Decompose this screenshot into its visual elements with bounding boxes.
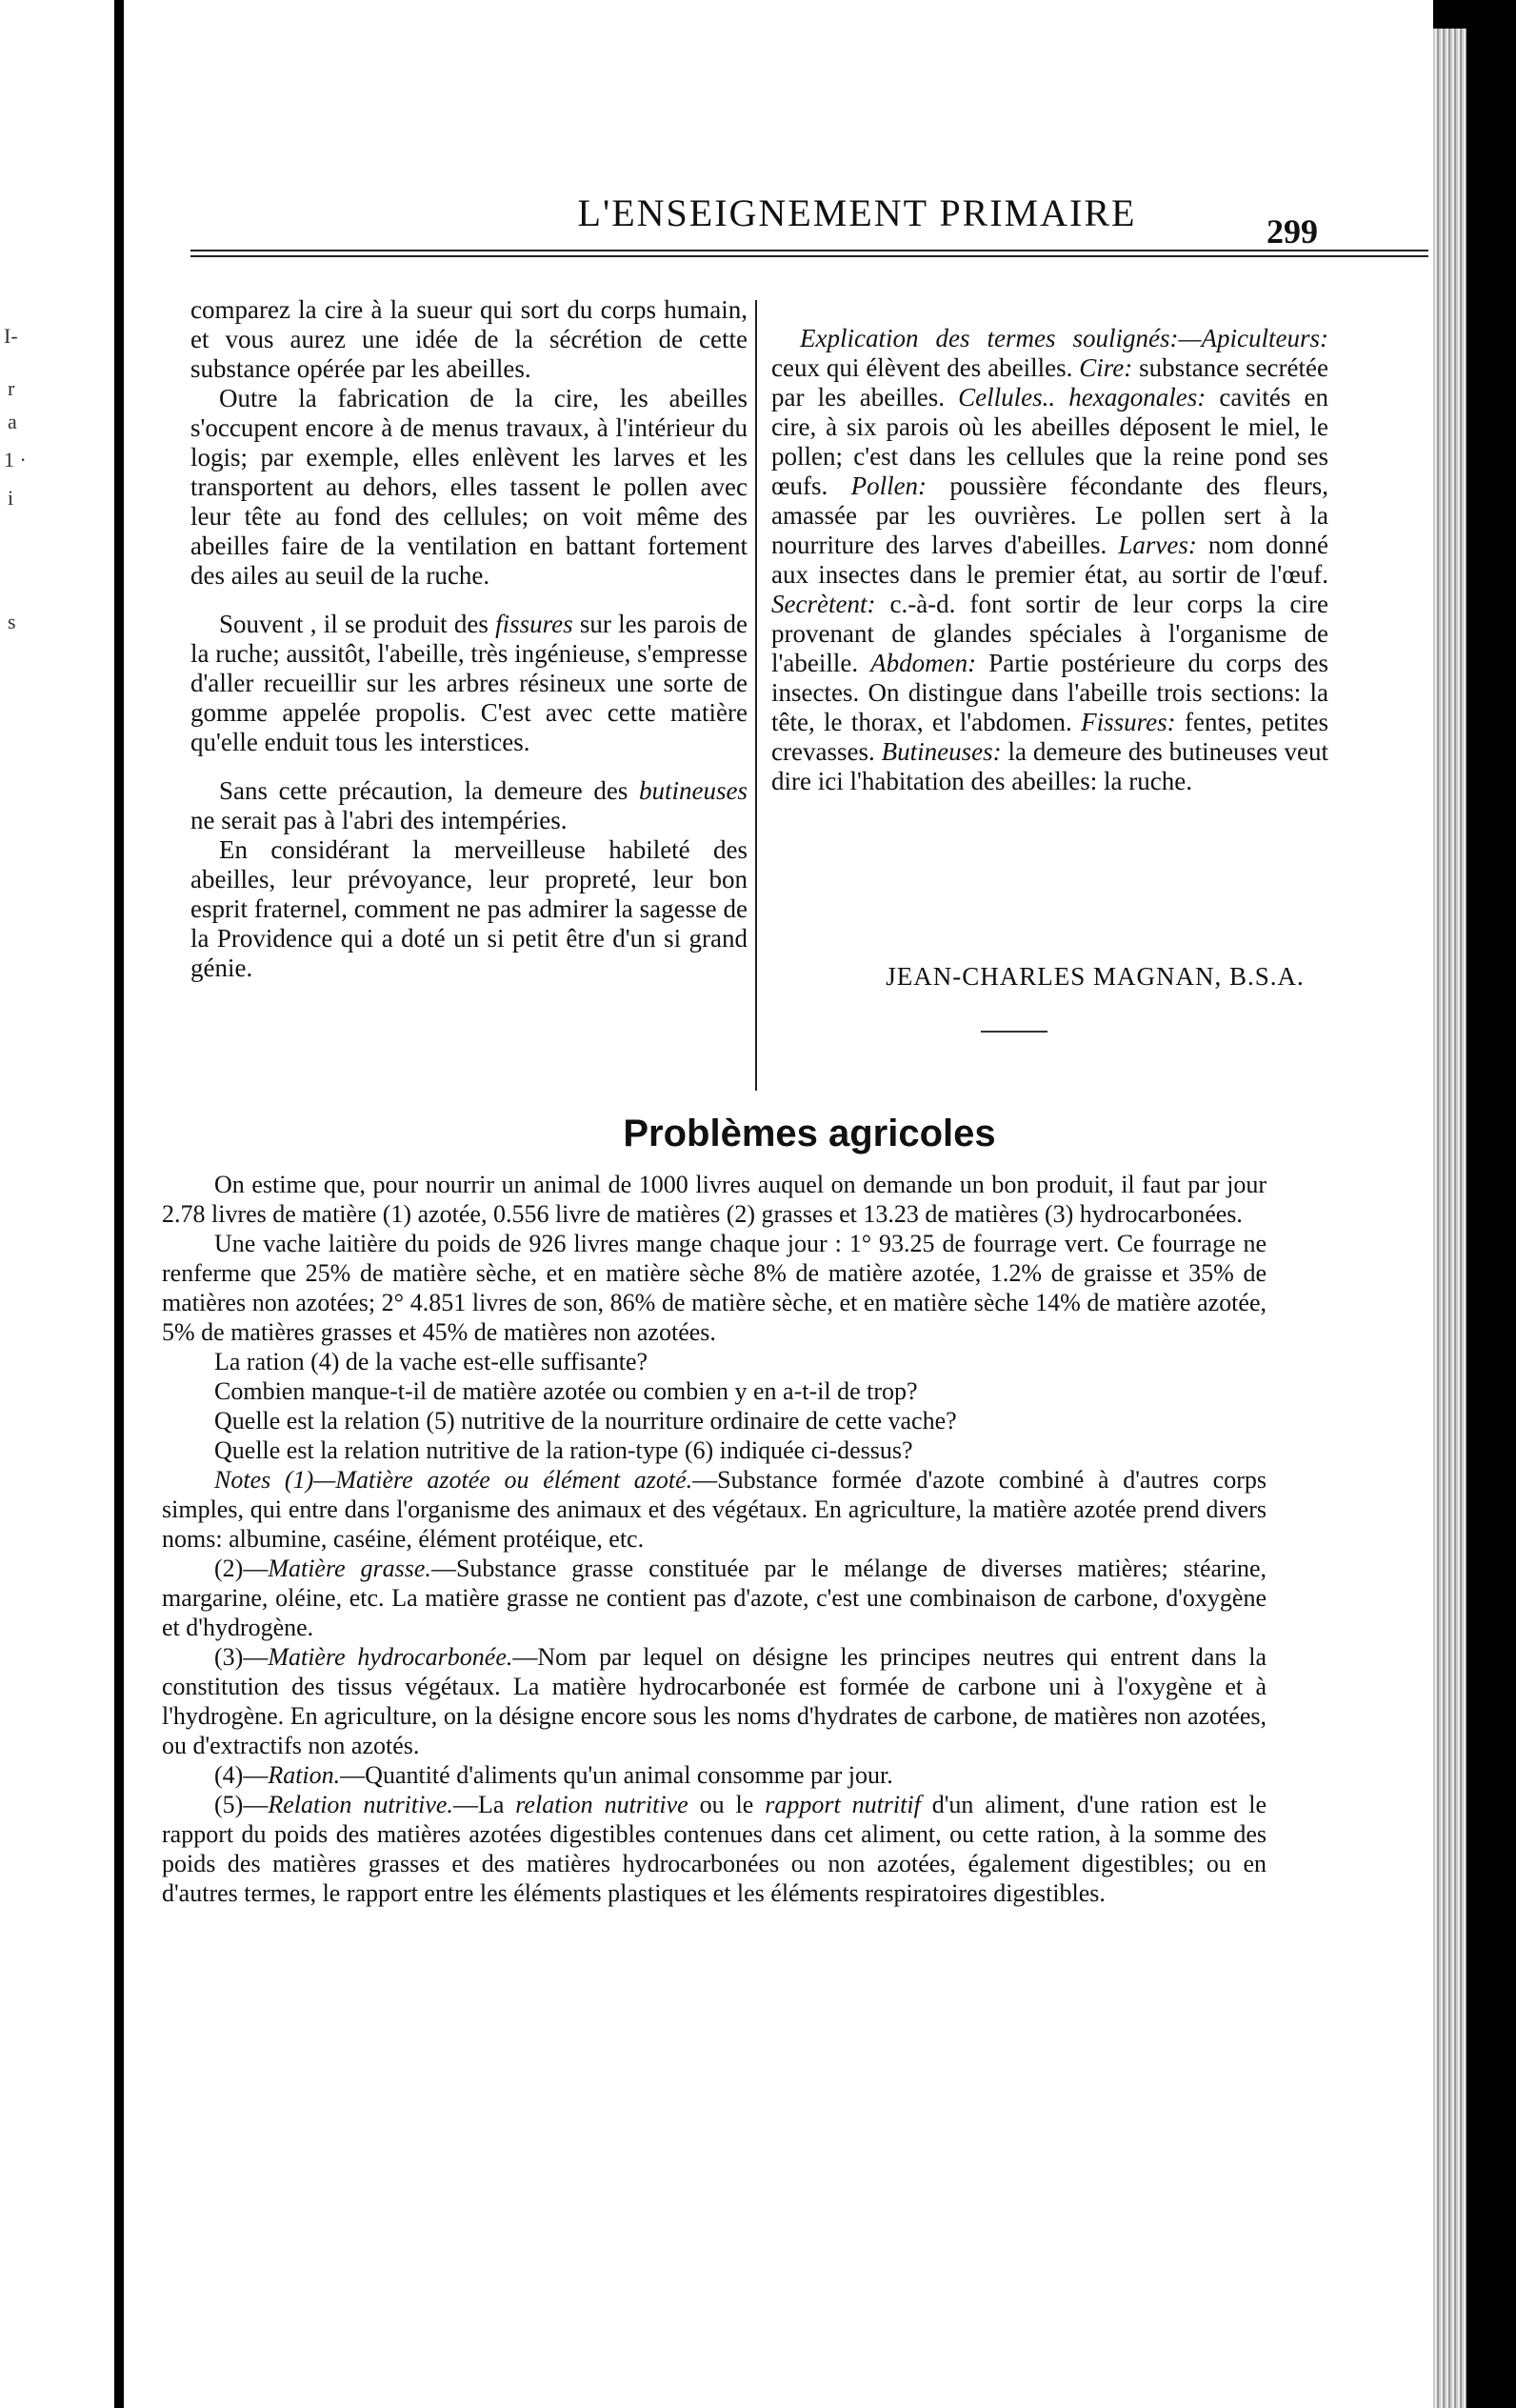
page-number: 299	[1267, 212, 1318, 251]
underlined-term: fissures	[495, 610, 573, 638]
note	[162, 1760, 1267, 1790]
note-text: —Nom par lequel on désigne les principes neutres qui entrent dans la constitution des tissus végétaux. La matière hydrocarbonée est formée de carbone uni à l'oxygène et à l'hydrogène. En agriculture, on la désigne encore sous les noms d'hydrates de carbone, de matières non azotées, ou d'extractifs non azotés.	[162, 1643, 1267, 1759]
text-run: nom donné aux insectes dans le premier état, au sortir de l'œuf.	[771, 531, 1328, 589]
right-column	[771, 324, 1328, 796]
margin-fragment: s	[8, 610, 16, 633]
note-lead: (4)—	[214, 1761, 269, 1789]
paragraph	[190, 610, 748, 757]
glossary-term: Abdomen:	[870, 649, 977, 677]
paragraph: comparez la cire à la sueur qui sort du corps humain, et vous aurez une idée de la sécrétion de cette substance opérée par les abeilles.	[190, 295, 748, 383]
problems-body	[162, 1170, 1267, 1908]
paragraph: Une vache laitière du poids de 926 livres mange chaque jour : 1° 93.25 de fourrage vert. Ce fourrage ne renferme que 25% de matière sèche, et en matière sèche 8% de matière azotée, 1.2% de graisse et 35% de matières non azotées; 2° 4.851 livres de son, 86% de matière sèche, et en matière sèche 14% de matière azotée, 5% de matières grasses et 45% de matières non azotées.	[162, 1230, 1267, 1346]
glossary-term: Secrètent:	[771, 590, 876, 618]
question: Combien manque-t-il de matière azotée ou combien y en a-t-il de trop?	[214, 1377, 918, 1405]
text-run: fentes, petites crevasses.	[771, 708, 1328, 766]
margin-fragment: 1 ·	[4, 448, 27, 472]
glossary-term: Larves:	[1118, 531, 1197, 559]
note-text: —Substance grasse constituée par le mélange de diverses matières; stéarine, margarine, oléine, etc. La matière grasse ne contient pas d'azote, c'est une combinaison de carbone, d'oxygène et d'hydrogène.	[162, 1555, 1267, 1641]
text-run: la demeure des butineuses veut dire ici l'habitation des abeilles: la ruche.	[771, 737, 1328, 795]
note-lead: (2)—	[214, 1555, 269, 1582]
paragraph: Outre la fabrication de la cire, les abeilles s'occupent encore à de menus travaux, à l'intérieur du logis; par exemple, elles enlèvent les larves et les transportent au dehors, elles tassent le pollen avec leur tête au fond des cellules; on voit même des abeilles faire de la ventilation en battant fortement des ailes au seuil de la ruche.	[190, 384, 748, 590]
note-lead: Notes (1)—	[214, 1466, 336, 1494]
note-text: d'un aliment, d'une ration est le rapport du poids des matières azotées digestibles contenues dans cet aliment, ou cette ration, à la somme des poids des matières grasses et des matières hydrocarbonées ou non azotées, également digestibles; ou en d'autres termes, le rapport entre les éléments plastiques et les éléments respiratoires digestibles.	[162, 1791, 1267, 1907]
glossary-term: Cellules.. hexagonales:	[958, 383, 1207, 411]
glossary-term: Explication des termes soulignés:—Apiculteurs:	[800, 324, 1328, 352]
text-run: c.-à-d. font sortir de leur corps la cire provenant de glandes spéciales à l'organisme de l'abeille.	[771, 590, 1328, 677]
column-divider	[755, 300, 757, 1091]
note-text: —Substance formée d'azote combiné à d'autres corps simples, qui entre dans l'organisme des animaux et des végétaux. En agriculture, la matière azotée prend divers noms: albumine, caséine, élément protéique, etc.	[162, 1466, 1267, 1553]
text-run: cavités en cire, à six parois où les abeilles déposent le miel, le pollen; c'est dans les cellules que la reine pond ses œufs.	[771, 383, 1328, 500]
text-run: poussière fécondante des fleurs, amassée par les ouvrières. Le pollen sert à la nourriture des larves d'abeilles.	[771, 472, 1328, 559]
text-run: Partie postérieure du corps des insectes. On distingue dans l'abeille trois sections: la tête, le thorax, et l'abdomen.	[771, 649, 1328, 736]
question: Quelle est la relation (5) nutritive de la nourriture ordinaire de cette vache?	[214, 1407, 957, 1435]
paragraph: En considérant la merveilleuse habileté des abeilles, leur prévoyance, leur propreté, leur bon esprit fraternel, comment ne pas admirer la sagesse de la Providence qui a doté un si petit être d'un si grand génie.	[190, 835, 748, 982]
note-term: relation nutritive	[515, 1791, 688, 1818]
note-lead: (3)—	[214, 1643, 269, 1671]
note	[162, 1465, 1267, 1554]
separator-rule	[981, 1031, 1047, 1033]
margin-fragment: I-	[4, 324, 18, 348]
note-text: —Quantité d'aliments qu'un animal consomme par jour.	[340, 1761, 893, 1789]
note	[162, 1642, 1267, 1760]
underlined-term: butineuses	[639, 776, 748, 805]
note-text: —La	[452, 1791, 516, 1818]
glossary-term: Butineuses:	[881, 737, 1002, 766]
running-title: L'ENSEIGNEMENT PRIMAIRE	[577, 191, 1137, 234]
text-run: Souvent , il se produit des	[219, 610, 496, 638]
paragraph: On estime que, pour nourrir un animal de 1000 livres auquel on demande un bon produit, il faut par jour 2.78 livres de matière (1) azotée, 0.556 livre de matières (2) grasses et 13.23 de matières (3) hydrocarbonées.	[162, 1171, 1267, 1228]
margin-fragment: i	[8, 486, 14, 510]
header-rule-thin	[190, 255, 1428, 257]
note-term: Ration.	[268, 1761, 341, 1789]
note-text: ou le	[688, 1791, 766, 1818]
paragraph	[190, 776, 748, 835]
book-page	[124, 0, 1433, 2408]
question: Quelle est la relation nutritive de la ration-type (6) indiquée ci-dessus?	[214, 1436, 913, 1464]
note	[162, 1554, 1267, 1642]
note-term: Matière azotée ou élément azoté.	[335, 1466, 693, 1494]
margin-fragment: a	[8, 410, 17, 433]
glossary-term: Pollen:	[850, 472, 928, 500]
glossary-term: Cire:	[1079, 353, 1133, 382]
text-run: ceux qui élèvent des abeilles.	[771, 353, 1080, 382]
section-title: Problèmes agricoles	[623, 1113, 996, 1154]
note	[162, 1790, 1267, 1908]
note-term: rapport nutritif	[765, 1791, 921, 1818]
note-term: Relation nutritive.	[268, 1791, 453, 1818]
note-lead: (5)—	[214, 1791, 269, 1818]
adjacent-page-strip	[0, 0, 114, 2408]
glossary	[771, 324, 1328, 796]
text-run: substance secrétée par les abeilles.	[771, 353, 1328, 411]
header-rule	[190, 250, 1428, 251]
note-term: Matière hydrocarbonée.	[268, 1643, 513, 1671]
text-run: Sans cette précaution, la demeure des	[219, 776, 639, 805]
author-signature: JEAN-CHARLES MAGNAN, B.S.A.	[886, 962, 1305, 991]
margin-fragment: r	[8, 376, 15, 400]
text-run: sur les parois de la ruche; aussitôt, l'abeille, très ingénieuse, s'empresse d'aller recueillir sur les arbres résineux une sorte de gomme appelée propolis. C'est avec cette matière qu'elle enduit tous les interstices.	[190, 610, 748, 756]
left-column	[190, 295, 748, 983]
glossary-term: Fissures:	[1081, 708, 1176, 736]
question: La ration (4) de la vache est-elle suffisante?	[214, 1348, 648, 1375]
note-term: Matière grasse.	[268, 1555, 431, 1582]
text-run: ne serait pas à l'abri des intempéries.	[190, 806, 568, 834]
